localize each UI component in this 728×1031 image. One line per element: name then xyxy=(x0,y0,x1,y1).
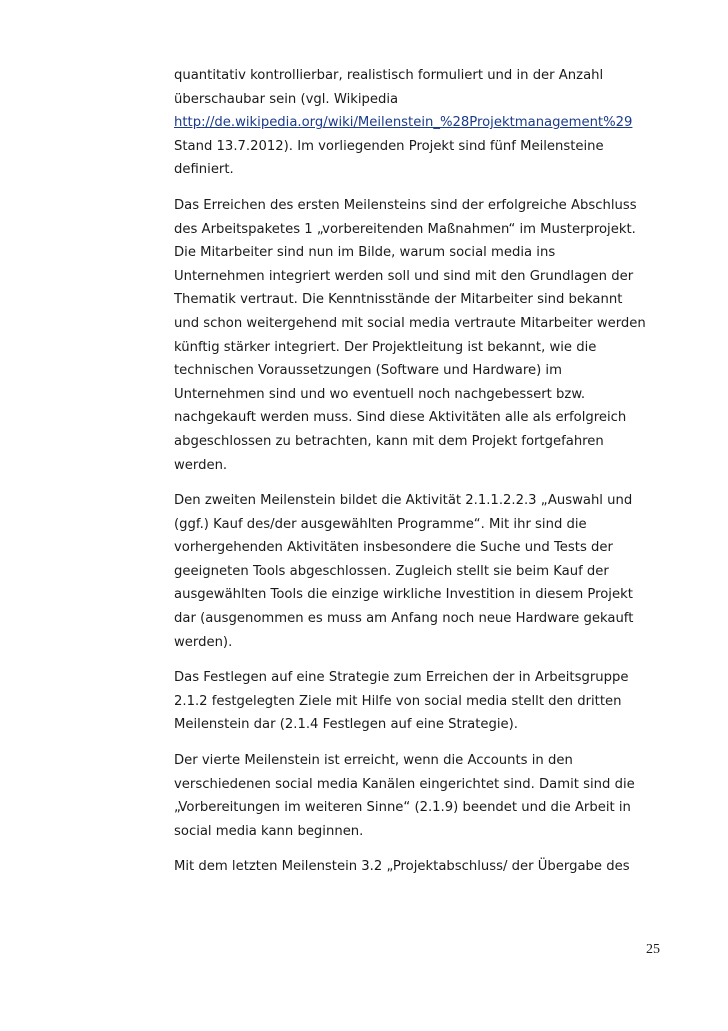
text-line: verschiedenen social media Kanälen eingerichtet sind. Damit sind die xyxy=(174,776,635,792)
text-line: quantitativ kontrollierbar, realistisch formuliert und in der Anzahl xyxy=(174,68,604,83)
text-line: vorhergehenden Aktivitäten insbesondere die Suche und Tests der xyxy=(174,540,613,556)
text-line: „Vorbereitungen im weiteren Sinne“ (2.1.9) beendet und die Arbeit in xyxy=(174,800,631,816)
text-line: Der vierte Meilenstein ist erreicht, wenn die Accounts in den xyxy=(174,753,573,769)
paragraph xyxy=(174,855,664,879)
text-line: technischen Voraussetzungen (Software und Hardware) im xyxy=(174,363,562,379)
text-line: dar (ausgenommen es muss am Anfang noch neue Hardware gekauft xyxy=(174,611,634,627)
text-line: geeigneten Tools abgeschlossen. Zugleich stellt sie beim Kauf der xyxy=(174,563,609,579)
text-line: abgeschlossen zu betrachten, kann mit dem Projekt fortgefahren xyxy=(174,433,604,449)
text-line: Mit dem letzten Meilenstein 3.2 „Projektabschluss/ der Übergabe des xyxy=(174,859,630,875)
paragraph xyxy=(174,64,664,182)
text-line: werden). xyxy=(174,634,233,650)
text-line: nachgekauft werden muss. Sind diese Aktivitäten alle als erfolgreich xyxy=(174,410,627,426)
paragraph xyxy=(174,749,664,843)
text-line: social media kann beginnen. xyxy=(174,823,364,839)
paragraph xyxy=(174,489,664,654)
text-line: künftig stärker integriert. Der Projektleitung ist bekannt, wie die xyxy=(174,339,597,355)
text-line: ausgewählten Tools die einzige wirkliche Investition in diesem Projekt xyxy=(174,587,633,603)
text-line: des Arbeitspaketes 1 „vorbereitenden Maßnahmen“ im Musterprojekt. xyxy=(174,221,636,237)
page-number: 25 xyxy=(646,942,660,957)
paragraph xyxy=(174,194,664,477)
text-line: Das Erreichen des ersten Meilensteins sind der erfolgreiche Abschluss xyxy=(174,197,637,213)
text-line: überschaubar sein (vgl. Wikipedia xyxy=(174,91,399,107)
text-line: Stand 13.7.2012). Im vorliegenden Projekt sind fünf Meilensteine xyxy=(174,138,604,154)
text-line: Das Festlegen auf eine Strategie zum Erreichen der in Arbeitsgruppe xyxy=(174,670,629,686)
wikipedia-link[interactable]: http://de.wikipedia.org/wiki/Meilenstein_%28Projektmanagement%29 xyxy=(174,115,633,131)
paragraph xyxy=(174,666,664,737)
text-line: Thematik vertraut. Die Kenntnisstände der Mitarbeiter sind bekannt xyxy=(174,292,623,308)
text-line: Unternehmen sind und wo eventuell noch nachgebessert bzw. xyxy=(174,386,586,402)
text-line: definiert. xyxy=(174,162,234,178)
text-line: Unternehmen integriert werden soll und sind mit den Grundlagen der xyxy=(174,268,634,284)
text-line: Den zweiten Meilenstein bildet die Aktivität 2.1.1.2.2.3 „Auswahl und xyxy=(174,493,633,509)
text-line: (ggf.) Kauf des/der ausgewählten Programme“. Mit ihr sind die xyxy=(174,516,587,532)
text-line: werden. xyxy=(174,457,228,473)
text-line: und schon weitergehend mit social media vertraute Mitarbeiter werden xyxy=(174,315,646,331)
text-line: 2.1.2 festgelegten Ziele mit Hilfe von social media stellt den dritten xyxy=(174,693,622,709)
body-text xyxy=(174,64,664,891)
wikipedia-link-line xyxy=(174,111,664,135)
text-line: Die Mitarbeiter sind nun im Bilde, warum social media ins xyxy=(174,245,556,261)
text-line: Meilenstein dar (2.1.4 Festlegen auf eine Strategie). xyxy=(174,717,518,733)
